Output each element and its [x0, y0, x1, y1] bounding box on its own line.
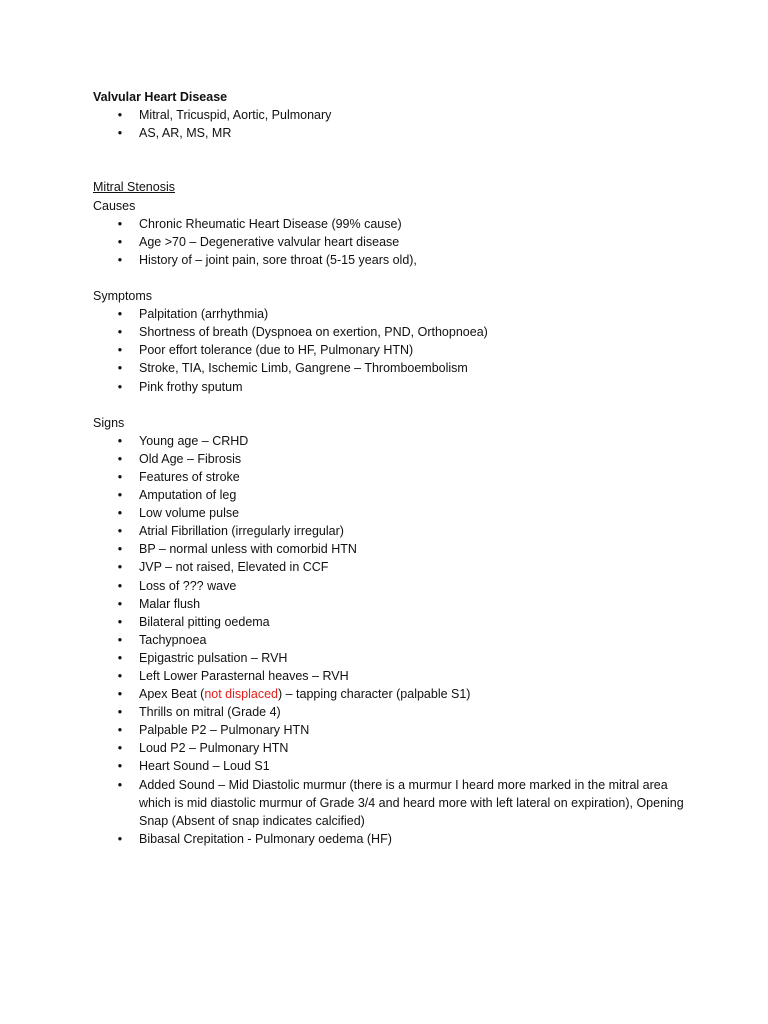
highlight-text: not displaced — [204, 687, 278, 702]
list-item: • Left Lower Parasternal heaves – RVH — [93, 667, 693, 685]
bullet-icon: • — [117, 687, 123, 702]
list-item: • History of – joint pain, sore throat (5-15 years old), — [93, 251, 693, 269]
bullet-icon: • — [117, 325, 123, 340]
signs-list — [93, 432, 693, 848]
list-item: • Shortness of breath (Dyspnoea on exertion, PND, Orthopnoea) — [93, 323, 693, 341]
bullet-icon: • — [117, 108, 123, 123]
list-item: • Heart Sound – Loud S1 — [93, 757, 693, 775]
causes-list — [93, 215, 693, 269]
bullet-icon: • — [117, 705, 123, 720]
apex-text-after: ) – tapping character (palpable S1) — [278, 687, 471, 702]
list-item: • Age >70 – Degenerative valvular heart disease — [93, 233, 693, 251]
document-title: Valvular Heart Disease — [93, 90, 228, 104]
bullet-icon: • — [117, 361, 123, 376]
list-item-apex-beat — [93, 685, 693, 703]
bullet-icon: • — [117, 469, 123, 484]
bullet-icon: • — [117, 433, 123, 448]
list-item: • Low volume pulse — [93, 504, 693, 522]
list-item: • Mitral, Tricuspid, Aortic, Pulmonary — [93, 106, 693, 124]
bullet-icon: • — [117, 524, 123, 539]
list-item: • Features of stroke — [93, 468, 693, 486]
list-item: • Epigastric pulsation – RVH — [93, 649, 693, 667]
intro-list — [93, 106, 693, 142]
apex-text-before: Apex Beat ( — [139, 687, 205, 702]
bullet-icon: • — [117, 777, 123, 792]
symptoms-heading: Symptoms — [93, 289, 153, 304]
bullet-icon: • — [117, 506, 123, 521]
list-item: • Young age – CRHD — [93, 432, 693, 450]
section-title: Mitral Stenosis — [93, 180, 175, 195]
spacer — [93, 142, 693, 160]
bullet-icon: • — [117, 379, 123, 394]
list-item: • Palpable P2 – Pulmonary HTN — [93, 721, 693, 739]
bullet-icon: • — [117, 632, 123, 647]
bullet-icon: • — [117, 560, 123, 575]
causes-heading: Causes — [93, 198, 136, 213]
list-item: • Malar flush — [93, 595, 693, 613]
list-item: • Bilateral pitting oedema — [93, 613, 693, 631]
list-item: • Added Sound – Mid Diastolic murmur (there is a murmur I heard more marked in the mitral area which is mid diastolic murmur of Grade 3/4 and heard more with left lateral on expiration), Opening Snap (Absent of snap indicates calcified) — [93, 776, 693, 830]
list-item: • Poor effort tolerance (due to HF, Pulmonary HTN) — [93, 341, 693, 359]
bullet-icon: • — [117, 669, 123, 683]
bullet-icon: • — [117, 307, 123, 322]
list-item: • BP – normal unless with comorbid HTN — [93, 540, 693, 558]
list-item: • Palpitation (arrhythmia) — [93, 305, 693, 323]
bullet-icon: • — [117, 759, 123, 774]
bullet-icon: • — [117, 488, 123, 503]
bullet-icon: • — [117, 614, 123, 629]
bullet-icon: • — [117, 596, 123, 611]
bullet-icon: • — [117, 650, 123, 665]
bullet-icon: • — [117, 252, 123, 267]
list-item: • Loss of ??? wave — [93, 577, 693, 595]
bullet-icon: • — [117, 831, 123, 846]
bullet-icon: • — [117, 216, 123, 231]
bullet-icon: • — [117, 451, 123, 466]
list-item: • Amputation of leg — [93, 486, 693, 504]
list-item: • JVP – not raised, Elevated in CCF — [93, 558, 693, 576]
document-page — [93, 88, 693, 848]
list-item: • Old Age – Fibrosis — [93, 450, 693, 468]
list-item: • Bibasal Crepitation - Pulmonary oedema (HF) — [93, 830, 693, 848]
bullet-icon: • — [117, 343, 123, 358]
bullet-icon: • — [117, 126, 123, 141]
list-item: • AS, AR, MS, MR — [93, 124, 693, 142]
bullet-icon: • — [117, 741, 123, 756]
list-item: • Chronic Rheumatic Heart Disease (99% cause) — [93, 215, 693, 233]
list-item: • Tachypnoea — [93, 631, 693, 649]
list-item: • Loud P2 – Pulmonary HTN — [93, 739, 693, 757]
spacer — [93, 269, 693, 287]
list-item: • Thrills on mitral (Grade 4) — [93, 703, 693, 721]
list-item: • Pink frothy sputum — [93, 378, 693, 396]
bullet-icon: • — [117, 723, 123, 738]
list-item: • Stroke, TIA, Ischemic Limb, Gangrene – Thromboembolism — [93, 359, 693, 377]
symptoms-list — [93, 305, 693, 395]
spacer — [93, 396, 693, 414]
bullet-icon: • — [117, 542, 123, 557]
spacer — [93, 160, 693, 178]
bullet-icon: • — [117, 578, 123, 593]
list-item: • Atrial Fibrillation (irregularly irregular) — [93, 522, 693, 540]
bullet-icon: • — [117, 234, 123, 249]
signs-heading: Signs — [93, 415, 125, 430]
